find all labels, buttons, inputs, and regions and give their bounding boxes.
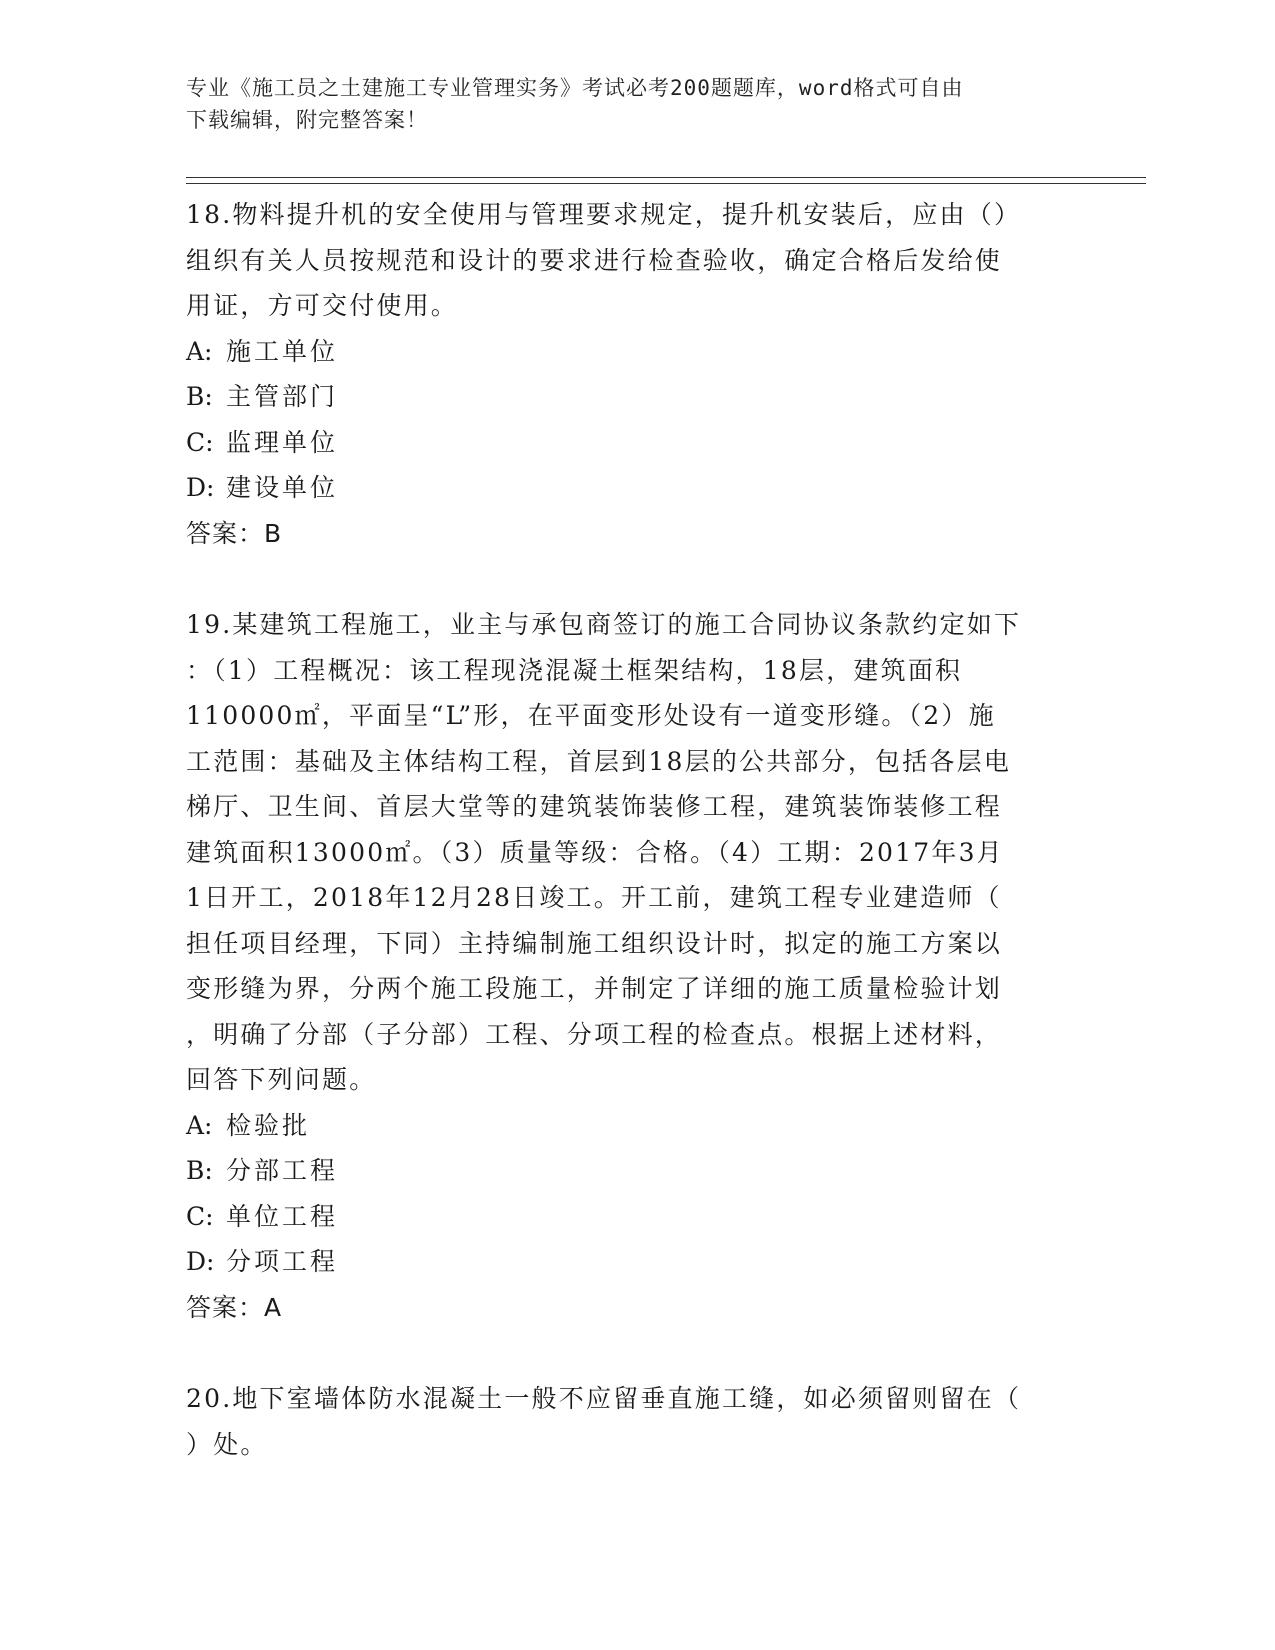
- answer-line: 答案：B: [186, 518, 283, 548]
- option-key: A:: [186, 1110, 213, 1140]
- stem-line: ：（1）工程概况：该工程现浇混凝土框架结构，18层，建筑面积: [186, 655, 963, 685]
- option-key: B:: [186, 382, 213, 411]
- header-divider-bottom: [186, 183, 1146, 184]
- question-18: [186, 192, 1086, 556]
- option-text: 监理单位: [226, 427, 339, 457]
- question-19: [186, 602, 1086, 1330]
- document-header: [186, 72, 1066, 136]
- stem-line: ）处。: [186, 1429, 268, 1459]
- option-text: 分部工程: [226, 1156, 339, 1185]
- option-key: A:: [186, 336, 213, 366]
- stem-line: 回答下列问题。: [186, 1065, 377, 1094]
- stem-line: 用证，方可交付使用。: [186, 291, 459, 320]
- question-stem: [186, 602, 1086, 1103]
- question-20: [186, 1376, 1086, 1467]
- option-d: [186, 465, 1086, 511]
- option-key: D:: [186, 1247, 215, 1276]
- option-key: D:: [186, 473, 215, 502]
- option-text: 主管部门: [226, 382, 339, 411]
- stem-line: 110000㎡，平面呈“L”形，在平面变形处设有一道变形缝。（2）施: [186, 701, 996, 730]
- question-list: [186, 192, 1086, 1467]
- question-spacer: [186, 556, 1086, 602]
- stem-line: 19.某建筑工程施工，业主与承包商签订的施工合同协议条款约定如下: [186, 610, 1022, 639]
- option-a: [186, 329, 1086, 375]
- option-c: [186, 1194, 1086, 1240]
- question-stem: [186, 192, 1086, 329]
- stem-line: 1日开工，2018年12月28日竣工。开工前，建筑工程专业建造师（: [186, 883, 1002, 912]
- stem-line: 18.物料提升机的安全使用与管理要求规定，提升机安装后，应由（）: [186, 200, 1022, 229]
- header-line-1: 专业《施工员之土建施工专业管理实务》考试必考200题题库，word格式可自由: [186, 76, 964, 100]
- option-text: 检验批: [226, 1110, 311, 1140]
- stem-line: 梯厅、卫生间、首层大堂等的建筑装饰装修工程，建筑装饰装修工程: [186, 792, 1003, 821]
- stem-line: 20.地下室墙体防水混凝土一般不应留垂直施工缝，如必须留则留在（: [186, 1384, 1022, 1413]
- option-c: [186, 420, 1086, 466]
- option-text: 单位工程: [226, 1201, 339, 1231]
- stem-line: 担任项目经理，下同）主持编制施工组织设计时，拟定的施工方案以: [186, 928, 1003, 958]
- option-key: C:: [186, 427, 214, 457]
- stem-line: ，明确了分部（子分部）工程、分项工程的检查点。根据上述材料，: [186, 1019, 1003, 1049]
- header-divider-top: [186, 177, 1146, 178]
- option-key: C:: [186, 1201, 214, 1231]
- answer-line: 答案：A: [186, 1292, 283, 1322]
- question-stem: [186, 1376, 1086, 1467]
- stem-line: 变形缝为界，分两个施工段施工，并制定了详细的施工质量检验计划: [186, 974, 1003, 1003]
- option-text: 建设单位: [226, 473, 339, 502]
- option-text: 施工单位: [226, 336, 339, 366]
- header-line-2: 下载编辑，附完整答案！: [186, 108, 428, 132]
- question-spacer: [186, 1330, 1086, 1376]
- option-b: [186, 1148, 1086, 1194]
- option-key: B:: [186, 1156, 213, 1185]
- stem-line: 建筑面积13000㎡。（3）质量等级：合格。（4）工期：2017年3月: [186, 837, 1004, 867]
- option-b: [186, 374, 1086, 420]
- stem-line: 工范围：基础及主体结构工程，首层到18层的公共部分，包括各层电: [186, 746, 1012, 776]
- option-d: [186, 1239, 1086, 1285]
- stem-line: 组织有关人员按规范和设计的要求进行检查验收，确定合格后发给使: [186, 245, 1003, 275]
- option-a: [186, 1103, 1086, 1149]
- option-text: 分项工程: [226, 1247, 339, 1276]
